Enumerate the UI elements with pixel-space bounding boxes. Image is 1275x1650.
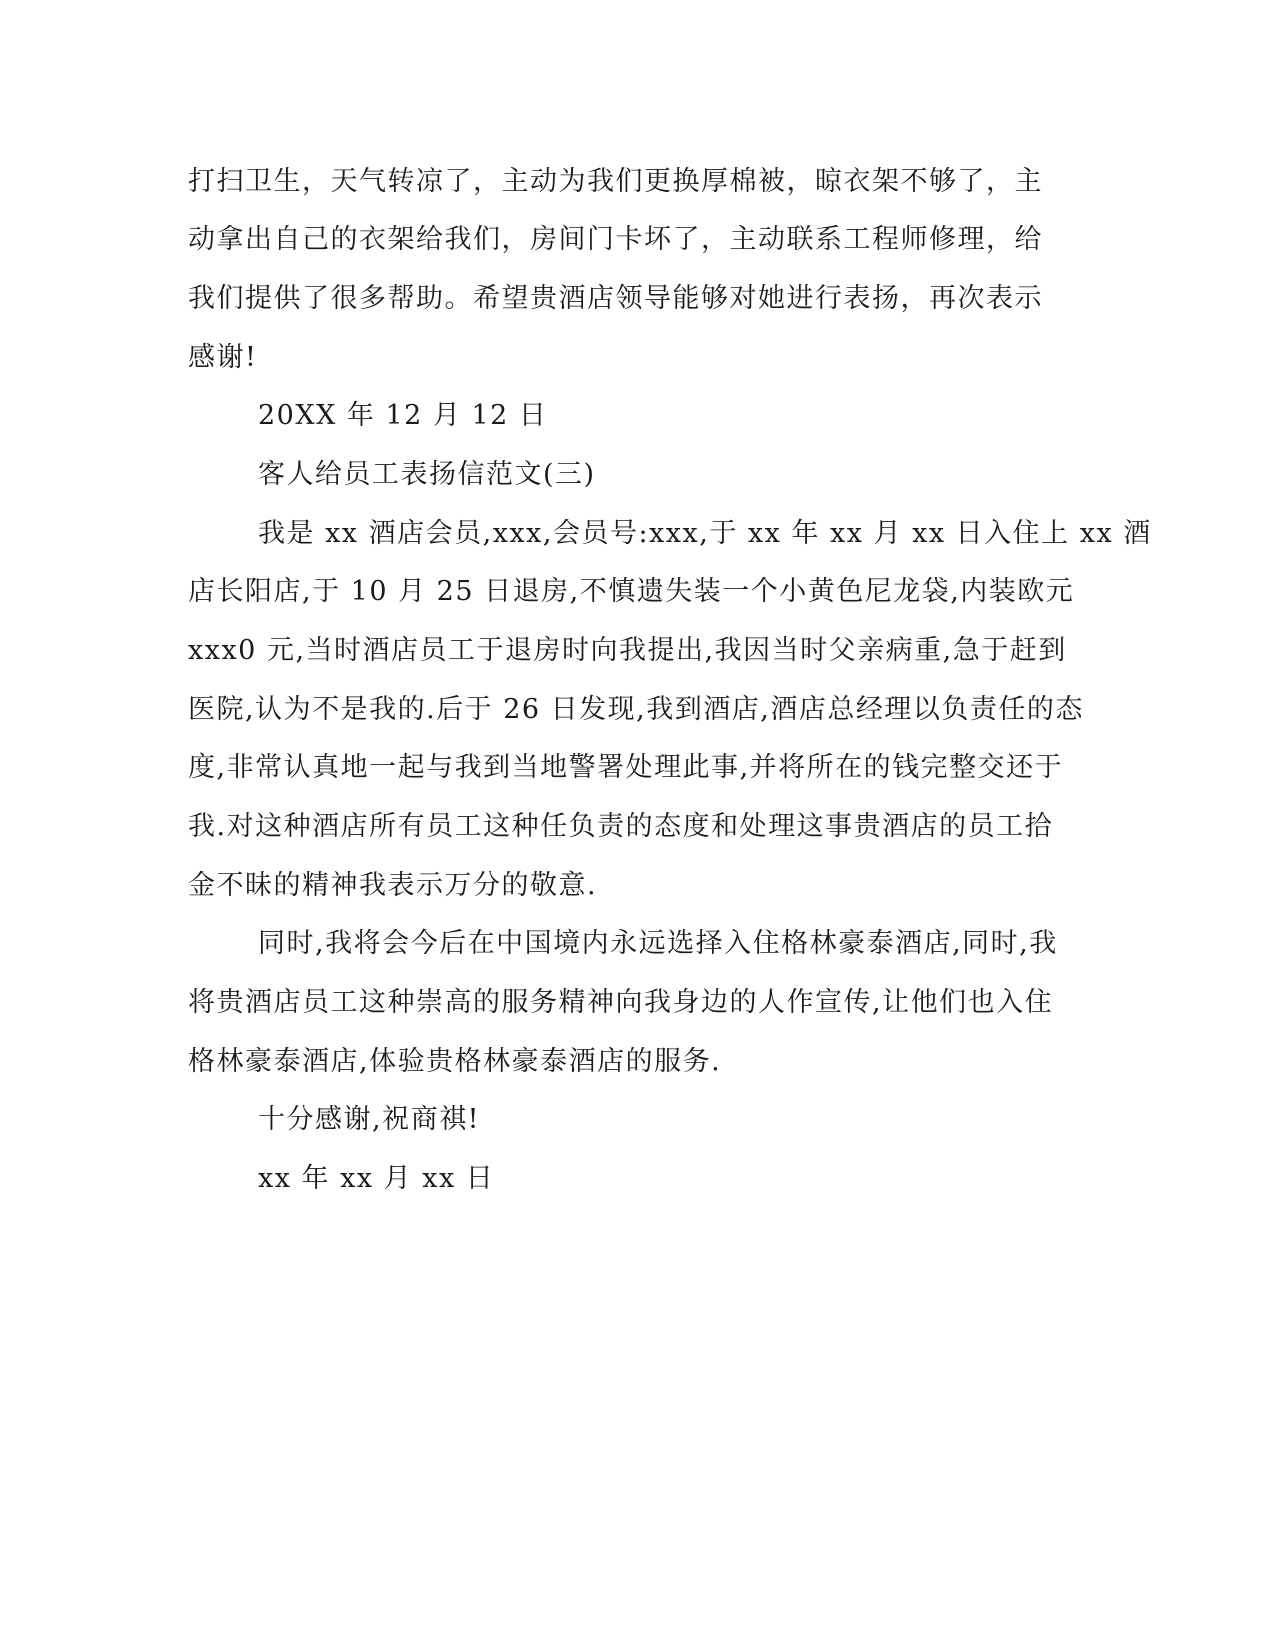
body-text-line: 打扫卫生，天气转凉了，主动为我们更换厚棉被，晾衣架不够了，主 <box>188 166 1043 197</box>
letter-date: xx 年 xx 月 xx 日 <box>258 1163 495 1194</box>
body-text-line: 我们提供了很多帮助。希望贵酒店领导能够对她进行表扬，再次表示 <box>188 283 1043 314</box>
body-text-line: 将贵酒店员工这种崇高的服务精神向我身边的人作宣传,让他们也入住 <box>188 987 1054 1018</box>
closing-line: 十分感谢,祝商祺! <box>258 1104 480 1135</box>
body-text-line: 我.对这种酒店所有员工这种任负责的态度和处理这事贵酒店的员工拾 <box>188 811 1054 842</box>
body-text-line: 格林豪泰酒店,体验贵格林豪泰酒店的服务. <box>188 1046 722 1077</box>
body-text-line: xxx0 元,当时酒店员工于退房时向我提出,我因当时父亲病重,急于赶到 <box>188 635 1067 666</box>
section-heading: 客人给员工表扬信范文(三) <box>258 459 596 490</box>
body-text-line: 金不昧的精神我表示万分的敬意. <box>188 870 598 901</box>
body-text-line: 店长阳店,于 10 月 25 日退房,不慎遗失装一个小黄色尼龙袋,内装欧元 <box>188 576 1075 607</box>
body-text-line: 我是 xx 酒店会员,xxx,会员号:xxx,于 xx 年 xx 月 xx 日入住上 xx 酒 <box>258 518 1152 549</box>
letter-date: 20XX 年 12 月 12 日 <box>258 400 548 431</box>
body-text-line: 感谢! <box>188 342 258 373</box>
body-text-line: 度,非常认真地一起与我到当地警署处理此事,并将所在的钱完整交还于 <box>188 752 1064 783</box>
body-text-line: 同时,我将会今后在中国境内永远选择入住格林豪泰酒店,同时,我 <box>258 928 1058 959</box>
body-text-line: 动拿出自己的衣架给我们，房间门卡坏了，主动联系工程师修理，给 <box>188 224 1043 255</box>
body-text-line: 医院,认为不是我的.后于 26 日发现,我到酒店,酒店总经理以负责任的态 <box>188 694 1084 725</box>
